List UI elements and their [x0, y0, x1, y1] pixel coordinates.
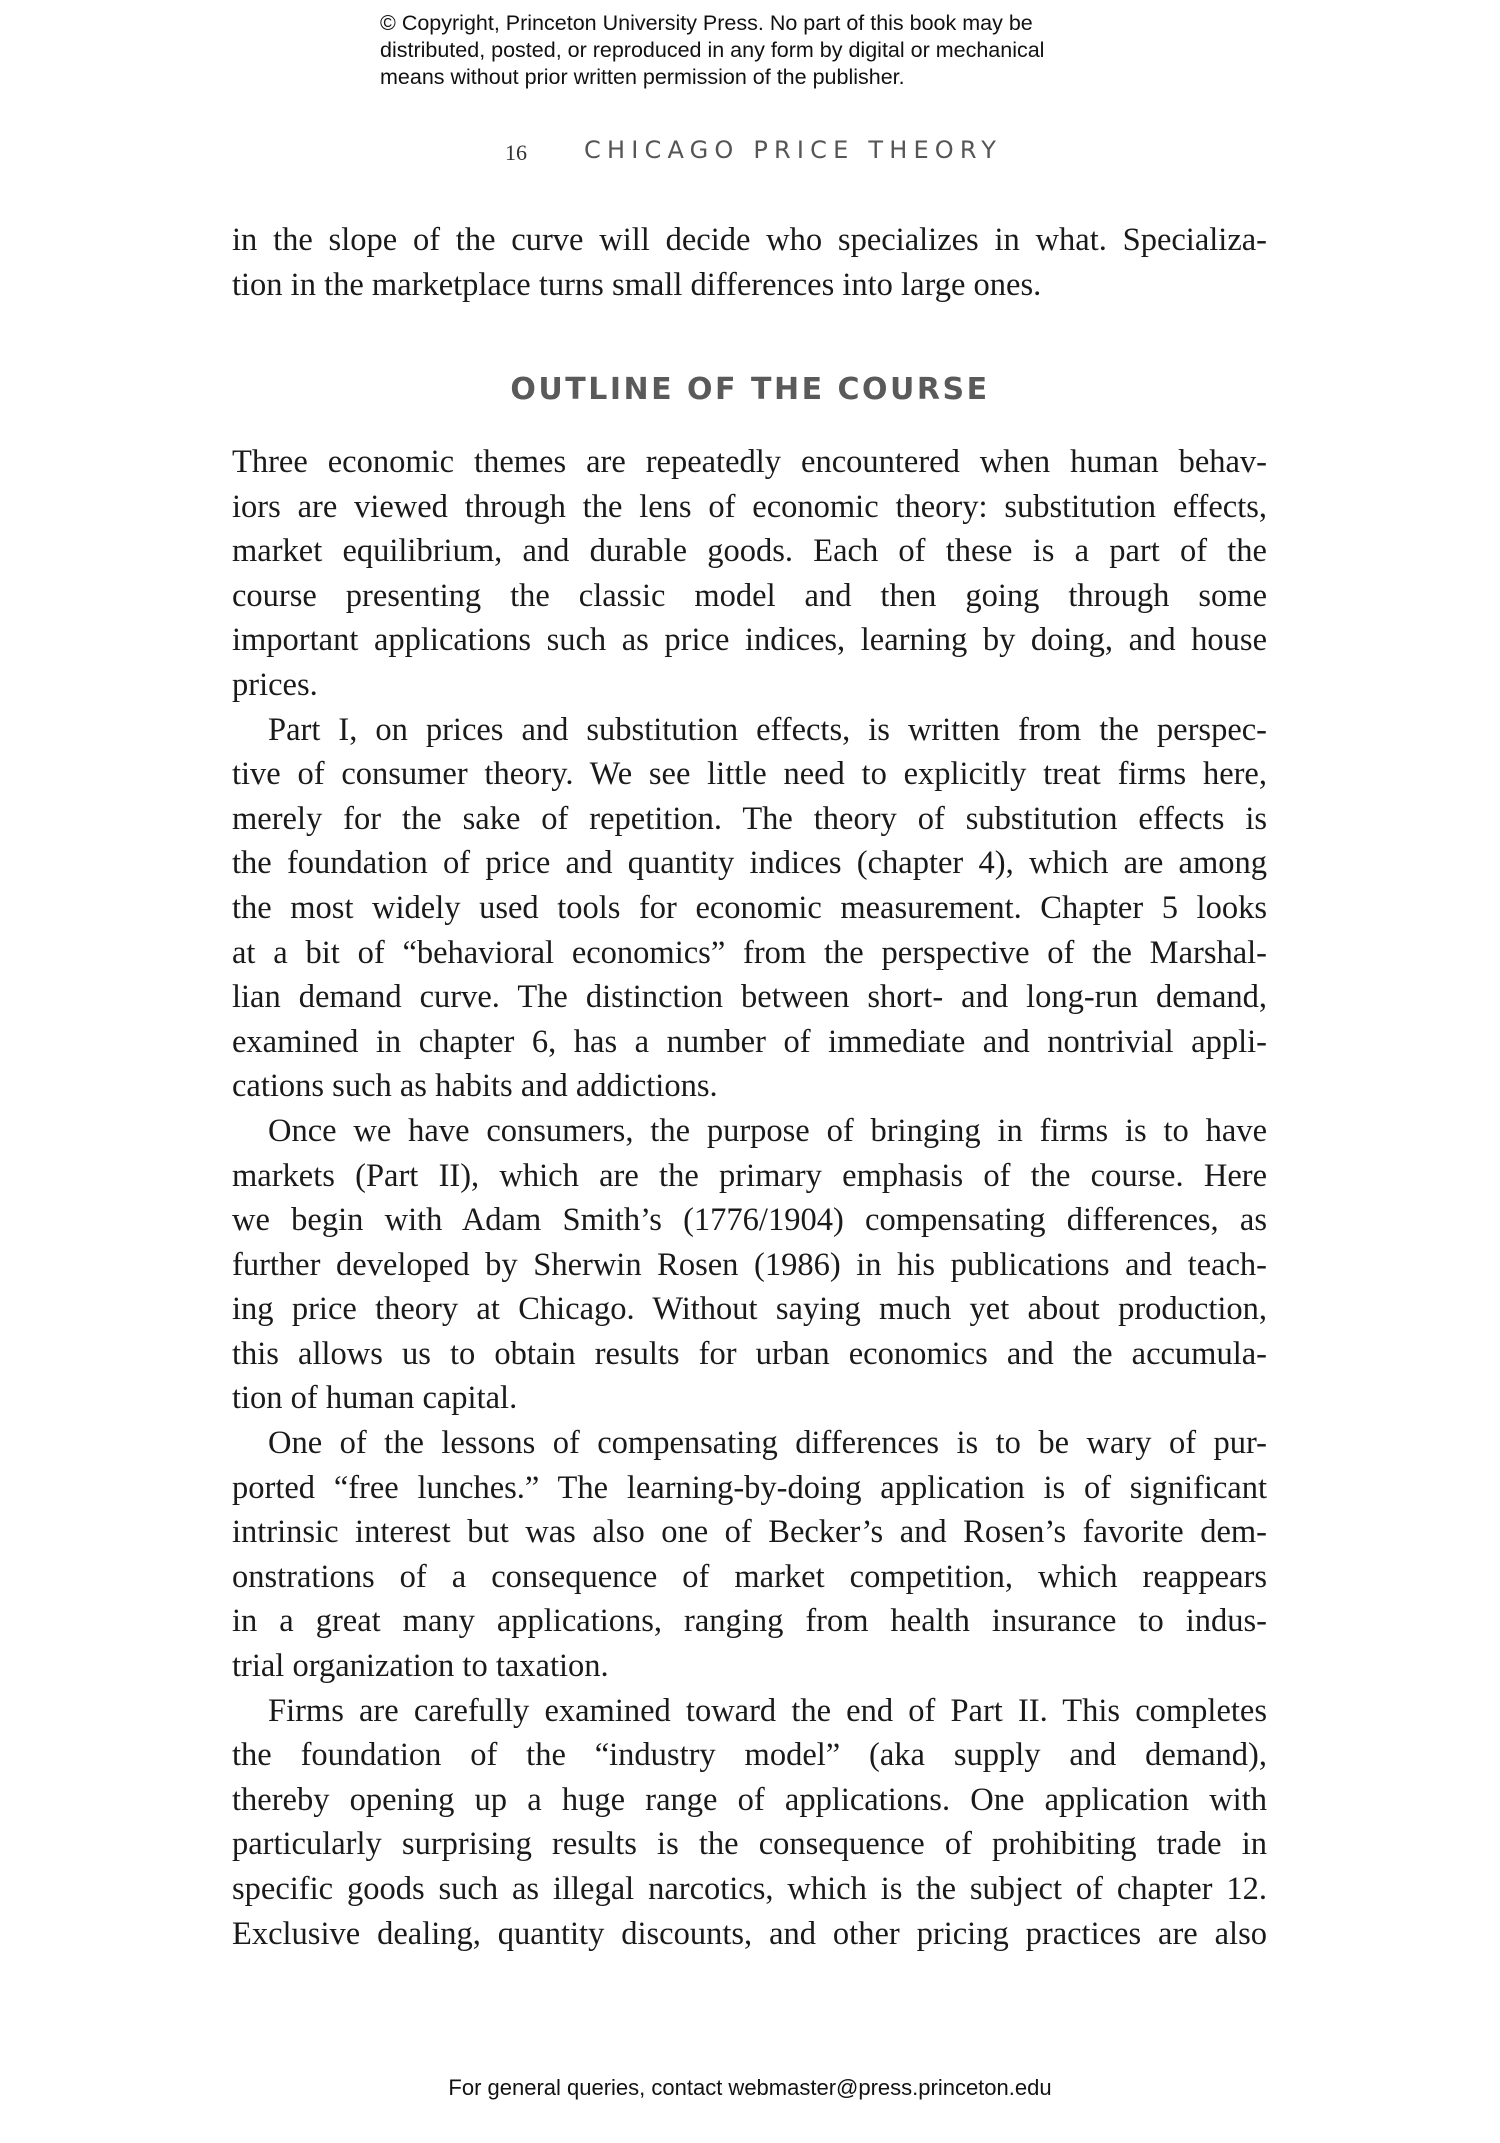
text-line: One of the lessons of compensating differences is to be wary of pur- [268, 1425, 1267, 1462]
paragraph [232, 708, 1267, 1109]
text-line: merely for the sake of repetition. The theory of substitution effects is [232, 800, 1267, 837]
text-line: ported “free lunches.” The learning-by-doing application is of significant [232, 1469, 1267, 1506]
copyright-line: distributed, posted, or reproduced in any form by digital or mechanical [380, 38, 1045, 62]
text-line: in a great many applications, ranging from health insurance to indus- [232, 1603, 1267, 1640]
text-line: trial organization to taxation. [232, 1648, 609, 1685]
text-line: tive of consumer theory. We see little need to explicitly treat firms here, [232, 756, 1267, 793]
copyright-line: means without prior written permission of the publisher. [380, 65, 905, 89]
text-line: we begin with Adam Smith’s (1776/1904) compensating differences, as [232, 1202, 1267, 1239]
text-line: this allows us to obtain results for urban economics and the accumula- [232, 1335, 1267, 1372]
text-line: the foundation of price and quantity indices (chapter 4), which are among [232, 845, 1267, 882]
text-line: Firms are carefully examined toward the end of Part II. This completes [268, 1692, 1267, 1729]
paragraph [232, 1109, 1267, 1421]
text-line: important applications such as price indices, learning by doing, and house [232, 622, 1267, 659]
page-number: 16 [505, 140, 527, 165]
text-line: the most widely used tools for economic measurement. Chapter 5 looks [232, 889, 1267, 926]
text-line: tion of human capital. [232, 1380, 518, 1417]
text-line: the foundation of the “industry model” (aka supply and demand), [232, 1737, 1267, 1774]
running-title: CHICAGO PRICE THEORY [584, 136, 1003, 164]
footer-contact: For general queries, contact webmaster@press.princeton.edu [448, 2075, 1052, 2100]
running-head [0, 136, 1500, 172]
text-line: cations such as habits and addictions. [232, 1068, 718, 1105]
text-line: specific goods such as illegal narcotics, which is the subject of chapter 12. [232, 1871, 1267, 1907]
text-line: particularly surprising results is the consequence of prohibiting trade in [232, 1826, 1267, 1863]
text-line: course presenting the classic model and then going through some [232, 577, 1267, 614]
main-text [232, 440, 1267, 1956]
paragraph [232, 1689, 1267, 1957]
text-line: at a bit of “behavioral economics” from the perspective of the Marshal- [232, 934, 1267, 971]
text-line: examined in chapter 6, has a number of immediate and nontrivial appli- [232, 1023, 1267, 1060]
copyright-line: © Copyright, Princeton University Press. No part of this book may be [380, 11, 1033, 35]
paragraph [232, 1421, 1267, 1689]
text-line: lian demand curve. The distinction between short- and long-run demand, [232, 979, 1267, 1016]
opening-paragraph [232, 218, 1267, 307]
text-line: further developed by Sherwin Rosen (1986) in his publications and teach- [232, 1246, 1267, 1283]
text-line: tion in the marketplace turns small differences into large ones. [232, 266, 1042, 303]
paragraph [232, 440, 1267, 708]
copyright-notice [380, 10, 1180, 91]
section-heading: OUTLINE OF THE COURSE [510, 372, 990, 407]
text-line: Three economic themes are repeatedly encountered when human behav- [232, 444, 1267, 480]
text-line: intrinsic interest but was also one of Becker’s and Rosen’s favorite dem- [232, 1514, 1267, 1551]
text-line: in the slope of the curve will decide who specializes in what. Specializa- [232, 222, 1267, 258]
text-line: ing price theory at Chicago. Without saying much yet about production, [232, 1291, 1267, 1328]
text-line: Once we have consumers, the purpose of bringing in firms is to have [268, 1112, 1267, 1149]
text-line: market equilibrium, and durable goods. Each of these is a part of the [232, 533, 1267, 570]
text-line: onstrations of a consequence of market competition, which reappears [232, 1558, 1267, 1595]
text-line: Exclusive dealing, quantity discounts, and other pricing practices are also [232, 1915, 1267, 1952]
text-line: iors are viewed through the lens of economic theory: substitution effects, [232, 488, 1267, 525]
text-line: prices. [232, 666, 318, 703]
text-line: Part I, on prices and substitution effects, is written from the perspec- [268, 711, 1267, 748]
text-line: markets (Part II), which are the primary emphasis of the course. Here [232, 1157, 1267, 1194]
text-line: thereby opening up a huge range of applications. One application with [232, 1781, 1267, 1818]
